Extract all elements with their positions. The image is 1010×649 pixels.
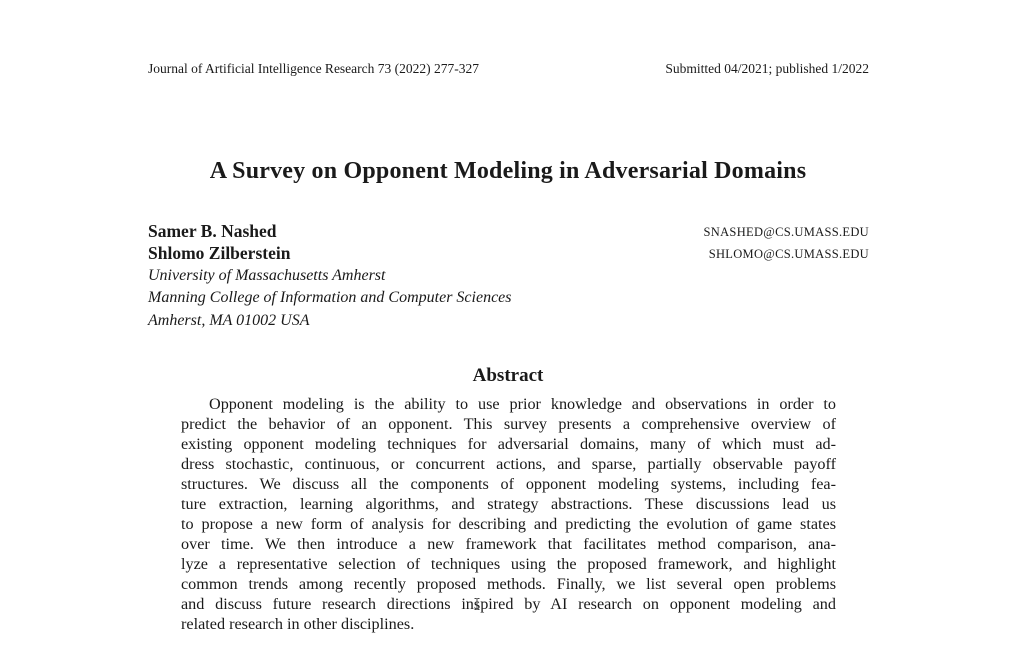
text-cursor-icon (474, 598, 480, 610)
abstract-line: Opponent modeling is the ability to use prior knowledge and observations in order to (209, 395, 836, 413)
abstract-body (181, 394, 836, 634)
abstract-line: related research in other disciplines. (181, 615, 415, 633)
abstract-line: dress stochastic, continuous, or concurrent actions, and sparse, partially observable payoff (181, 455, 836, 473)
affiliation-university: University of Massachusetts Amherst (148, 267, 386, 284)
abstract-line: existing opponent modeling techniques for adversarial domains, many of which must ad- (181, 435, 836, 453)
abstract-line: common trends among recently proposed methods. Finally, we list several open problems (181, 575, 836, 593)
author-name-2: Shlomo Zilberstein (148, 243, 291, 263)
text-cursor-icon (474, 598, 480, 610)
author-email-2: SHLOMO@CS.UMASS.EDU (708, 247, 869, 261)
abstract-line: structures. We discuss all the components of opponent modeling systems, including fea- (181, 475, 836, 493)
affiliation-college: Manning College of Information and Computer Sciences (148, 289, 512, 306)
abstract-line: to propose a new form of analysis for describing and predicting the evolution of game states (181, 515, 836, 533)
abstract-line: and discuss future research directions inspired by AI research on opponent modeling and (181, 595, 836, 613)
abstract-line: ture extraction, learning algorithms, and strategy abstractions. These discussions lead us (181, 495, 836, 513)
journal-header: Journal of Artificial Intelligence Research 73 (2022) 277-327 (148, 61, 480, 76)
author-name-1: Samer B. Nashed (148, 221, 277, 241)
submission-dates: Submitted 04/2021; published 1/2022 (665, 61, 869, 76)
author-email-1: SNASHED@CS.UMASS.EDU (703, 225, 869, 239)
affiliation-address: Amherst, MA 01002 USA (148, 312, 310, 329)
abstract-heading: Abstract (472, 365, 544, 386)
abstract-line: predict the behavior of an opponent. This survey presents a comprehensive overview of (181, 415, 836, 433)
abstract-line: over time. We then introduce a new framework that facilitates method comparison, ana- (181, 535, 836, 553)
abstract-line: lyze a representative selection of techniques using the proposed framework, and highlight (181, 555, 836, 573)
paper-title: A Survey on Opponent Modeling in Adversarial Domains (209, 158, 807, 184)
